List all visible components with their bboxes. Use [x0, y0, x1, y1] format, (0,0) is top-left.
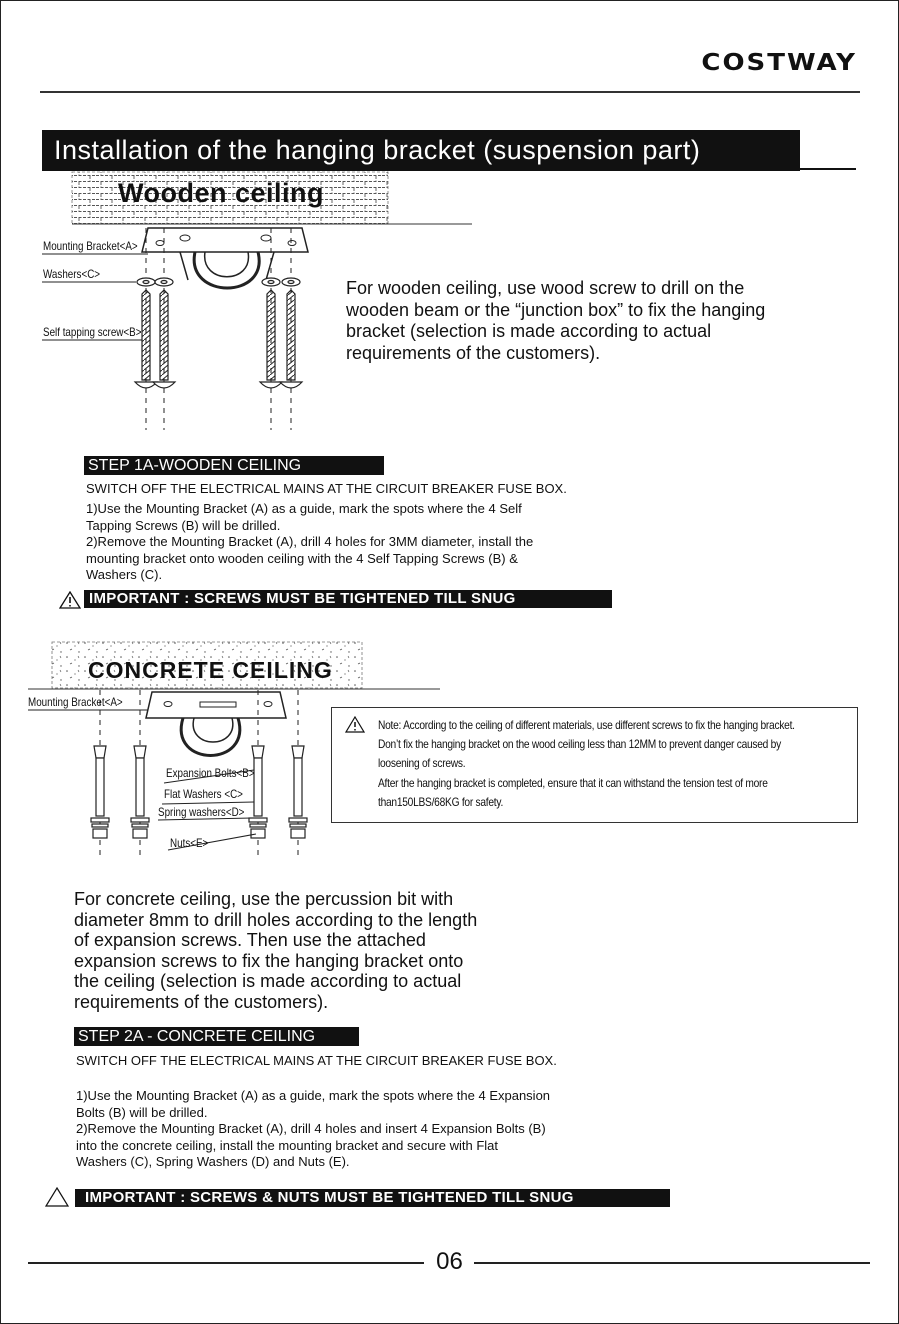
step-1a-instructions — [86, 501, 726, 584]
important-1: IMPORTANT : SCREWS MUST BE TIGHTENED TILL SNUG — [84, 590, 612, 608]
text-line: 2)Remove the Mounting Bracket (A), drill 4 holes for 3MM diameter, install the — [86, 534, 534, 550]
text-line: Note: According to the ceiling of different materials, use different screws to fix the hanging bracket. — [378, 718, 795, 732]
warning-icon — [59, 591, 81, 609]
text-line: of expansion screws. Then use the attached — [74, 930, 426, 951]
text-line: Tapping Screws (B) will be drilled. — [86, 517, 281, 533]
warning-icon — [45, 1187, 69, 1207]
text-line: requirements of the customers). — [346, 342, 601, 363]
self-tapping-screws-b — [135, 290, 302, 388]
text-line: After the hanging bracket is completed, ensure that it can withstand the tension test of more — [378, 775, 768, 790]
wood-description — [346, 278, 876, 364]
label-spring-washers: Spring washers<D> — [158, 805, 245, 819]
concrete-description — [74, 889, 594, 1013]
text-line: wooden beam or the “junction box” to fix the hanging — [346, 299, 766, 320]
header-rule — [40, 91, 860, 93]
text-line: bracket (selection is made according to actual — [346, 321, 712, 341]
wood-ceiling-label: Wooden ceiling — [118, 178, 325, 208]
text-line: 1)Use the Mounting Bracket (A) as a guide, mark the spots where the 4 Expansion — [76, 1088, 551, 1103]
label-mounting-bracket: Mounting Bracket<A> — [43, 239, 138, 253]
text-line: 2)Remove the Mounting Bracket (A), drill 4 holes and insert 4 Expansion Bolts (B) — [76, 1121, 546, 1137]
footer-rule-right — [474, 1262, 870, 1264]
brand-logo: COSTWAY — [701, 49, 857, 77]
text-line: into the concrete ceiling, install the mounting bracket and secure with Flat — [76, 1137, 499, 1153]
text-line: For wooden ceiling, use wood screw to drill on the — [346, 278, 745, 298]
text-line: Washers (C). — [86, 567, 163, 583]
washers-c — [137, 278, 300, 286]
label-washers: Washers<C> — [43, 267, 101, 281]
text-line: the ceiling (selection is made according to actual — [74, 971, 462, 992]
text-line: loosening of screws. — [378, 756, 466, 771]
text-line: 1)Use the Mounting Bracket (A) as a guide, mark the spots where the 4 Self — [86, 501, 522, 516]
step-2a-title: STEP 2A - CONCRETE CEILING — [74, 1027, 359, 1046]
text-line: requirements of the customers). — [74, 991, 329, 1012]
mounting-bracket-a — [142, 228, 308, 252]
text-line: expansion screws to fix the hanging bracket onto — [74, 950, 464, 971]
concrete-mounting-bracket — [146, 692, 286, 718]
warning-icon — [345, 716, 365, 733]
page-number: 06 — [436, 1248, 463, 1275]
page-title: Installation of the hanging bracket (suspension part) — [42, 130, 800, 171]
switch-off-2: SWITCH OFF THE ELECTRICAL MAINS AT THE CIRCUIT BREAKER FUSE BOX. — [76, 1053, 557, 1068]
label-flat-washers: Flat Washers <C> — [164, 787, 243, 801]
text-line: For concrete ceiling, use the percussion bit with — [74, 889, 454, 909]
step-1a-title: STEP 1A-WOODEN CEILING — [84, 456, 384, 475]
label-nuts: Nuts<E> — [170, 836, 209, 850]
label-expansion-bolts: Expansion Bolts<B> — [166, 766, 255, 780]
step-2a-instructions — [76, 1088, 716, 1171]
text-line: mounting bracket onto wooden ceiling with the 4 Self Tapping Screws (B) & — [86, 550, 518, 566]
text-line: Bolts (B) will be drilled. — [76, 1104, 208, 1120]
label-concrete-bracket: Mounting Bracket<A> — [28, 695, 123, 709]
title-underline — [800, 168, 856, 170]
concrete-ceiling-label: CONCRETE CEILING — [88, 657, 333, 683]
text-line: Don’t fix the hanging bracket on the wood ceiling less than 12MM to prevent danger caused by — [378, 737, 781, 752]
important-2: IMPORTANT : SCREWS & NUTS MUST BE TIGHTENED TILL SNUG — [75, 1189, 670, 1207]
label-self-tapping-screw: Self tapping screw<B> — [43, 325, 142, 339]
note-text — [378, 716, 854, 812]
switch-off-1: SWITCH OFF THE ELECTRICAL MAINS AT THE CIRCUIT BREAKER FUSE BOX. — [86, 481, 567, 496]
text-line: Washers (C), Spring Washers (D) and Nuts (E). — [76, 1154, 350, 1170]
text-line: than150LBS/68KG for safety. — [378, 794, 504, 809]
text-line: diameter 8mm to drill holes according to the length — [74, 909, 478, 930]
